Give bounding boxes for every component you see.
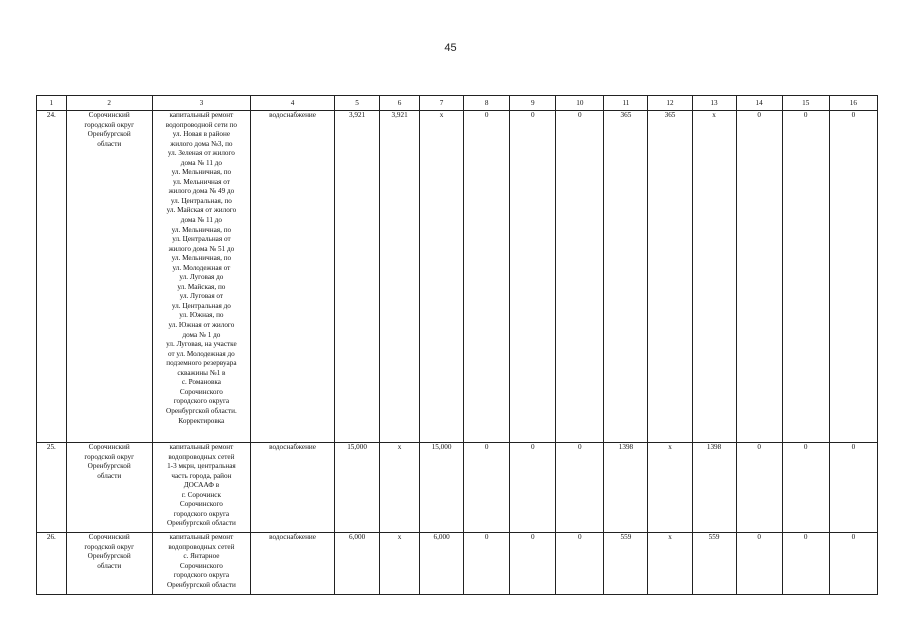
column-header: 7 <box>420 96 464 111</box>
value-cell: 0 <box>556 111 604 443</box>
value-cell: 0 <box>782 111 829 443</box>
value-cell: 0 <box>510 443 556 533</box>
value-cell: х <box>380 533 420 595</box>
municipality-cell <box>66 533 152 595</box>
value-cell: 15,000 <box>420 443 464 533</box>
column-header: 8 <box>464 96 510 111</box>
row-number-cell: 26. <box>37 533 67 595</box>
value-cell: 0 <box>736 533 782 595</box>
data-table <box>36 95 878 595</box>
value-cell: 0 <box>782 443 829 533</box>
municipality-cell-text: Сорочинский городской округ Оренбургской области <box>84 443 135 480</box>
value-cell: 0 <box>510 533 556 595</box>
table-row <box>37 443 878 533</box>
work-type-cell: водоснабжение <box>251 111 335 443</box>
value-cell: 0 <box>736 443 782 533</box>
column-header: 16 <box>829 96 877 111</box>
description-cell <box>152 533 250 595</box>
column-header: 6 <box>380 96 420 111</box>
value-cell: 3,921 <box>380 111 420 443</box>
row-number-cell: 24. <box>37 111 67 443</box>
column-header: 15 <box>782 96 829 111</box>
value-cell: 0 <box>464 443 510 533</box>
column-header: 14 <box>736 96 782 111</box>
value-cell: 0 <box>464 533 510 595</box>
column-header: 5 <box>335 96 380 111</box>
column-header: 12 <box>648 96 692 111</box>
row-number-cell: 25. <box>37 443 67 533</box>
value-cell: 559 <box>692 533 736 595</box>
municipality-cell <box>66 443 152 533</box>
value-cell: 6,000 <box>335 533 380 595</box>
value-cell: 0 <box>556 533 604 595</box>
description-cell-text: капитальный ремонт водопроводных сетей 1-3 мкрн, центральная часть города, район ДОСААФ в г. Сорочинск Сорочинского городского округа Оренбургской области <box>166 443 236 528</box>
column-header: 11 <box>604 96 648 111</box>
table-row <box>37 533 878 595</box>
value-cell: 365 <box>648 111 692 443</box>
value-cell: 15,000 <box>335 443 380 533</box>
value-cell: х <box>420 111 464 443</box>
value-cell: 0 <box>782 533 829 595</box>
column-header: 2 <box>66 96 152 111</box>
column-header: 1 <box>37 96 67 111</box>
value-cell: 1398 <box>604 443 648 533</box>
value-cell: х <box>648 533 692 595</box>
municipality-cell <box>66 111 152 443</box>
table-header-row <box>37 96 878 111</box>
value-cell: 0 <box>464 111 510 443</box>
description-cell-text: капитальный ремонт водопроводных сетей с. Янтарное Сорочинского городского округа Оренбургской области <box>166 533 236 589</box>
column-header: 3 <box>152 96 250 111</box>
value-cell: 0 <box>736 111 782 443</box>
value-cell: 0 <box>829 443 877 533</box>
value-cell: 365 <box>604 111 648 443</box>
value-cell: х <box>648 443 692 533</box>
work-type-cell: водоснабжение <box>251 443 335 533</box>
column-header: 10 <box>556 96 604 111</box>
value-cell: х <box>380 443 420 533</box>
value-cell: 0 <box>829 533 877 595</box>
page-number: 45 <box>444 42 457 54</box>
value-cell: 0 <box>556 443 604 533</box>
work-type-cell: водоснабжение <box>251 533 335 595</box>
value-cell: 0 <box>510 111 556 443</box>
municipality-cell-text: Сорочинский городской округ Оренбургской области <box>84 111 135 148</box>
value-cell: 6,000 <box>420 533 464 595</box>
column-header: 13 <box>692 96 736 111</box>
value-cell: 0 <box>829 111 877 443</box>
column-header: 4 <box>251 96 335 111</box>
value-cell: 1398 <box>692 443 736 533</box>
description-cell <box>152 443 250 533</box>
table-row <box>37 111 878 443</box>
value-cell: 3,921 <box>335 111 380 443</box>
description-cell-text: капитальный ремонт водопроводной сети по ул. Новая в районе жилого дома №3, по ул. Зеленая от жилого дома № 11 до ул. Мельничная, по ул. Мельничная от жилого дома № 49 до ул. Центральная, по ул. Майская от жилого дома № 11 до ул. Мельничная, по ул. Центральная от жилого дома № 51 до ул. Мельничная, по ул. Молодежная от ул. Луговая до ул. Майская, по ул. Луговая от ул. Центральная до ул. Южная, по ул. Южная от жилого дома № 1 до ул. Луговая, на участке от ул. Молодежная до подземного резервуара скважины №1 в с. Романовка Сорочинского городского округа Оренбургской области. Корректировка <box>165 111 237 425</box>
description-cell <box>152 111 250 443</box>
column-header: 9 <box>510 96 556 111</box>
value-cell: 559 <box>604 533 648 595</box>
municipality-cell-text: Сорочинский городской округ Оренбургской области <box>84 533 135 570</box>
value-cell: х <box>692 111 736 443</box>
